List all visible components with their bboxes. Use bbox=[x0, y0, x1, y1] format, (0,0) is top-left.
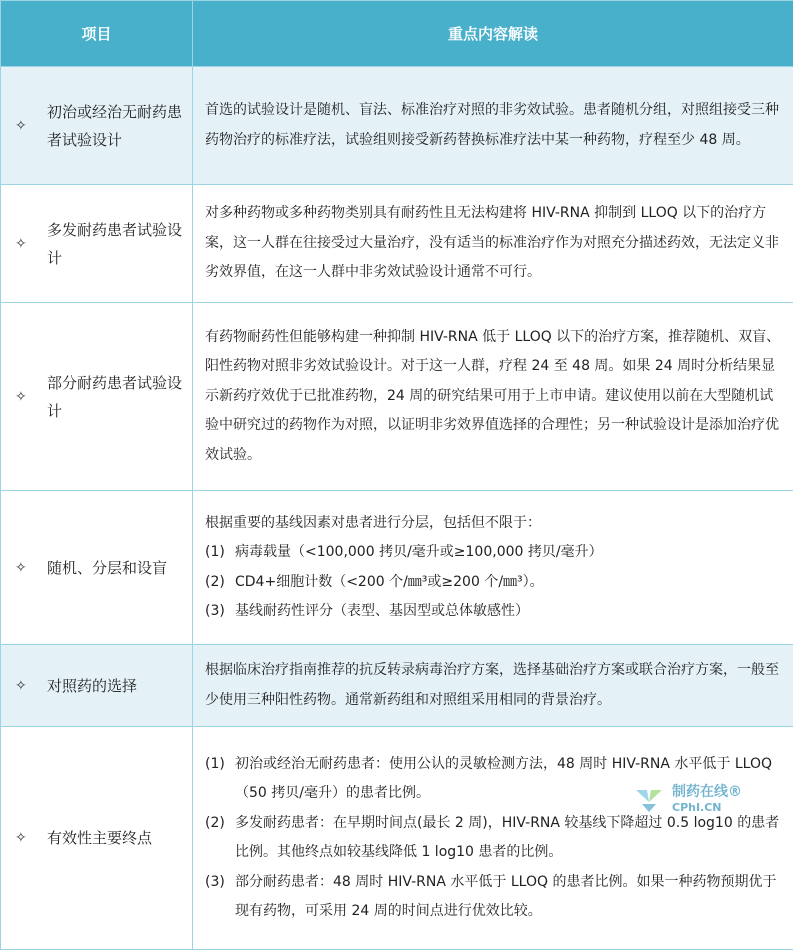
row-title: 多发耐药患者试验设计 bbox=[47, 220, 183, 267]
list-number: (2) bbox=[205, 573, 225, 590]
list-item bbox=[205, 868, 781, 927]
list-number: (1) bbox=[205, 755, 225, 772]
list-text: 部分耐药患者：48 周时 HIV-RNA 水平低于 LLOQ 的患者比例。如果一种药物预期优于现有药物，可采用 24 周的时间点进行优效比较。 bbox=[235, 873, 777, 919]
diamond-icon: ✧ bbox=[15, 559, 27, 576]
table-row bbox=[1, 727, 793, 950]
row-text: 对多种药物或多种药物类别具有耐药性且无法构建将 HIV-RNA 抑制到 LLOQ 以下的治疗方案，这一人群在往接受过大量治疗，没有适当的标准治疗作为对照充分描述药效，无法定义非劣效界值，在这一人群中非劣效试验设计通常不可行。 bbox=[193, 185, 793, 303]
list-text: 病毒载量（<100,000 拷贝/毫升或≥100,000 拷贝/毫升） bbox=[235, 544, 603, 560]
table-row bbox=[1, 185, 793, 303]
list-item bbox=[205, 568, 781, 598]
list-number: (1) bbox=[205, 544, 225, 560]
diamond-icon: ✧ bbox=[15, 235, 27, 252]
table-row bbox=[1, 303, 793, 491]
table-row bbox=[1, 645, 793, 727]
diamond-icon: ✧ bbox=[15, 830, 27, 846]
watermark-logo bbox=[634, 778, 784, 822]
header-content: 重点内容解读 bbox=[193, 1, 793, 67]
row-title: 初治或经治无耐药患者试验设计 bbox=[47, 102, 183, 149]
logo-icon bbox=[634, 786, 664, 814]
row-intro: 根据重要的基线因素对患者进行分层，包括但不限于： bbox=[205, 514, 541, 531]
row-text: 有药物耐药性但能够构建一种抑制 HIV-RNA 低于 LLOQ 以下的治疗方案，推荐随机、双盲、阳性药物对照非劣效试验设计。对于这一人群，疗程 24 至 48 周。如果 24 周时分析结果显示新药疗效优于已批准药物，24 周的研究结果可用于上市申请。建议使用以前在大型随机试验中研究过的药物作为对照，以证明非劣效界值选择的合理性；另一种试验设计是添加治疗优效试验。 bbox=[193, 303, 793, 491]
list-number: (2) bbox=[205, 814, 225, 831]
row-title: 部分耐药患者试验设计 bbox=[47, 373, 183, 420]
diamond-icon: ✧ bbox=[15, 117, 27, 134]
list-text: CD4+细胞计数（<200 个/㎜³或≥200 个/㎜³）。 bbox=[235, 573, 544, 590]
row-title: 有效性主要终点 bbox=[47, 829, 153, 847]
row-title: 随机、分层和设盲 bbox=[47, 558, 168, 577]
watermark-cn: 制药在线® bbox=[672, 784, 742, 800]
header-item: 项目 bbox=[1, 1, 193, 67]
list-text: 初治或经治无耐药患者：使用公认的灵敏检测方法，48 周时 HIV-RNA 水平低于 LLOQ（50 拷贝/毫升）的患者比例。 bbox=[235, 755, 772, 801]
list-item bbox=[205, 597, 781, 627]
row-text: 根据临床治疗指南推荐的抗反转录病毒治疗方案，选择基础治疗方案或联合治疗方案，一般至少使用三种阳性药物。通常新药组和对照组采用相同的背景治疗。 bbox=[193, 645, 793, 727]
list-text: 多发耐药患者：在早期时间点(最长 2 周)，HIV-RNA 较基线下降超过 0.5 log10 的患者比例。其他终点如较基线降低 1 log10 患者的比例。 bbox=[235, 814, 780, 860]
row-text: 首选的试验设计是随机、盲法、标准治疗对照的非劣效试验。患者随机分组，对照组接受三种药物治疗的标准疗法，试验组则接受新药替换标准疗法中某一种药物，疗程至少 48 周。 bbox=[193, 67, 793, 185]
list-item bbox=[205, 538, 781, 568]
list-number: (3) bbox=[205, 603, 225, 619]
watermark-en: CPhI.CN bbox=[672, 801, 722, 814]
table-header-row bbox=[1, 1, 793, 67]
table-row bbox=[1, 491, 793, 645]
diamond-icon: ✧ bbox=[15, 388, 27, 405]
diamond-icon: ✧ bbox=[15, 677, 27, 694]
list-number: (3) bbox=[205, 873, 225, 890]
list-text: 基线耐药性评分（表型、基因型或总体敏感性） bbox=[235, 603, 529, 619]
table-row bbox=[1, 67, 793, 185]
row-title: 对照药的选择 bbox=[47, 676, 138, 695]
